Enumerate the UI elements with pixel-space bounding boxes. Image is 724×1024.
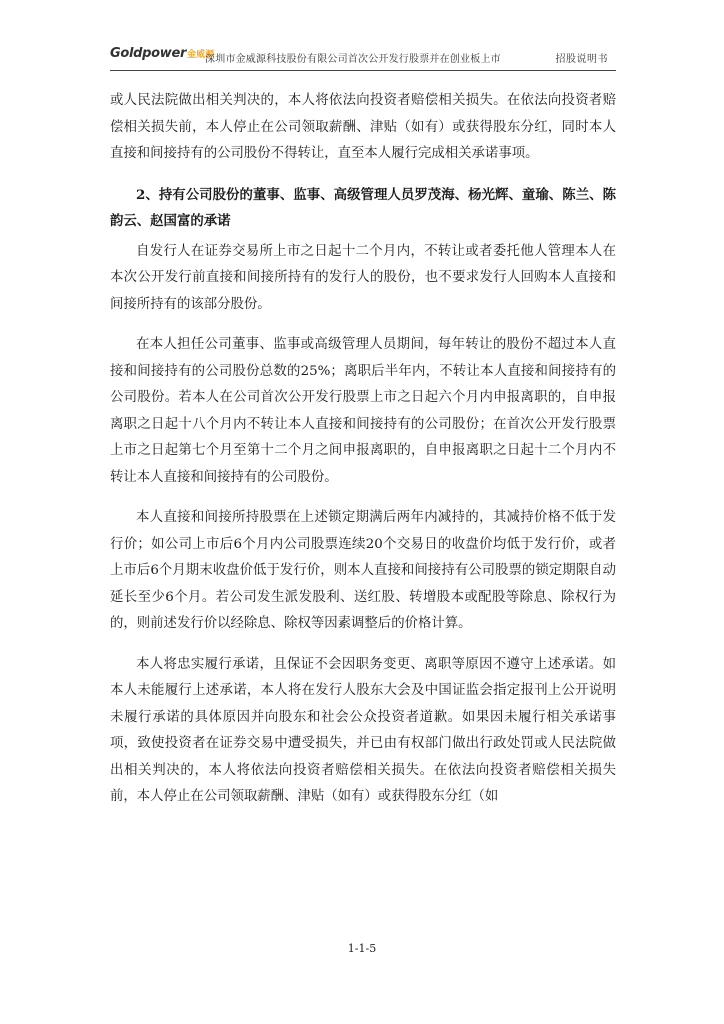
paragraph-transfer-limit: 在本人担任公司董事、监事或高级管理人员期间，每年转让的股份不超过本人直接和间接持有的公司股份总数的25%；离职后半年内，不转让本人直接和间接持有的公司股份。若本人在公司首次公开发行股票上市之日起六个月内申报离职的，自申报离职之日起十八个月内不转让本人直接和间接持有的公司股份；在首次公开发行股票上市之日起第七个月至第十二个月之间申报离职的，自申报离职之日起十二个月内不转让本人直接和间接持有的公司股份。 (110, 337, 616, 485)
company-logo (110, 46, 214, 64)
logo-text: Goldpower (110, 46, 187, 61)
document-body (110, 88, 616, 811)
paragraph-commitment: 本人将忠实履行承诺，且保证不会因职务变更、离职等原因不遵守上述承诺。如本人未能履行上述承诺，本人将在发行人股东大会及中国证监会指定报刊上公开说明未履行承诺的具体原因并向股东和社会公众投资者道歉。如果因未履行相关承诺事项，致使投资者在证券交易中遭受损失，并已由有权部门做出行政处罚或人民法院做出相关判决的，本人将依法向投资者赔偿相关损失。在依法向投资者赔偿相关损失前，本人停止在公司领取薪酬、津贴（如有）或获得股东分红（如 (110, 656, 616, 804)
page-number: 1-1-5 (347, 942, 377, 955)
paragraph-lockup: 自发行人在证券交易所上市之日起十二个月内，不转让或者委托他人管理本人在本次公开发行前直接和间接所持有的发行人的股份，也不要求发行人回购本人直接和间接所持有的该部分股份。 (110, 243, 616, 312)
paragraph-reduction-price: 本人直接和间接所持股票在上述锁定期满后两年内减持的，其减持价格不低于发行价；如公司上市后6个月内公司股票连续20个交易日的收盘价均低于发行价，或者上市后6个月期末收盘价低于发行价，则本人直接和间接持有公司股票的锁定期限自动延长至少6个月。若公司发生派发股利、送红股、转增股本或配股等除息、除权行为的，则前述发行价以经除息、除权等因素调整后的价格计算。 (110, 510, 616, 631)
page-header (110, 40, 616, 71)
header-doc-type: 招股说明书 (555, 54, 608, 65)
paragraph-continued: 或人民法院做出相关判决的，本人将依法向投资者赔偿相关损失。在依法向投资者赔偿相关损失前，本人停止在公司领取薪酬、津贴（如有）或获得股东分红，同时本人直接和间接持有的公司股份不得转让，直至本人履行完成相关承诺事项。 (110, 93, 616, 161)
header-title: 深圳市金威源科技股份有限公司首次公开发行股票并在创业板上市 (205, 54, 501, 65)
logo-cn-text: 金威源 (187, 50, 215, 60)
section-heading: 2、持有公司股份的董事、监事、高级管理人员罗茂海、杨光辉、童瑜、陈兰、陈韵云、赵国富的承诺 (110, 186, 616, 229)
